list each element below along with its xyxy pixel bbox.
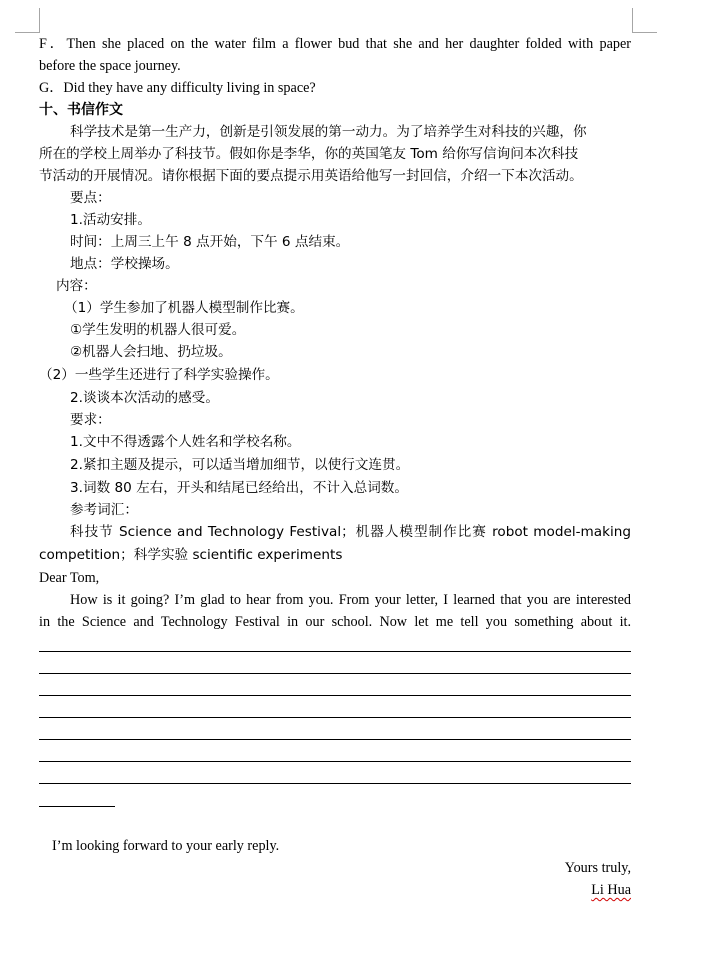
letter-signoff: Yours truly, (564, 860, 631, 876)
content-item-2: （2）一些学生还进行了科学实验操作。 (39, 367, 279, 383)
vocabulary-label: 参考词汇： (70, 502, 138, 518)
letter-opening-line-1: How is it going? I’m glad to hear from you. From your letter, I learned that you are interested (70, 592, 631, 608)
section-heading: 十、书信作文 (39, 102, 123, 118)
option-f-line-2: before the space journey. (39, 58, 181, 74)
letter-opening-line-2: in the Science and Technology Festival in our school. Now let me tell you something about it. (39, 614, 631, 630)
writing-line-short (39, 806, 115, 807)
letter-signature (591, 879, 631, 901)
content-item-1: （1）学生参加了机器人模型制作比赛。 (64, 300, 304, 316)
writing-line (39, 717, 631, 718)
vocabulary-line-1: 科技节 Science and Technology Festival；机器人模型制作比赛 robot model-making (70, 524, 631, 540)
writing-line (39, 673, 631, 674)
signature-name: Li Hua (591, 882, 631, 898)
prompt-line-3: 节活动的开展情况。请你根据下面的要点提示用英语给他写一封回信，介绍一下本次活动。 (39, 168, 583, 184)
letter-closing: I’m looking forward to your early reply. (52, 838, 280, 854)
content-item-1a: ①学生发明的机器人很可爱。 (70, 322, 246, 338)
writing-line (39, 761, 631, 762)
requirement-3: 3.词数 80 左右，开头和结尾已经给出，不计入总词数。 (70, 480, 408, 496)
writing-line (39, 695, 631, 696)
points-label: 要点： (70, 190, 111, 206)
page-corner-mark-left (15, 8, 40, 33)
vocabulary-line-2: competition；科学实验 scientific experiments (39, 547, 343, 563)
writing-line (39, 783, 631, 784)
prompt-line-1: 科学技术是第一生产力，创新是引领发展的第一动力。为了培养学生对科技的兴趣，你 (70, 124, 587, 140)
page-corner-mark-right (632, 8, 657, 33)
letter-salutation: Dear Tom, (39, 570, 100, 586)
point-2: 2.谈谈本次活动的感受。 (70, 390, 219, 406)
writing-line (39, 739, 631, 740)
writing-line (39, 651, 631, 652)
place-detail: 地点：学校操场。 (70, 256, 179, 272)
time-detail: 时间：上周三上午 8 点开始，下午 6 点结束。 (70, 234, 350, 250)
content-label: 内容： (56, 278, 97, 294)
requirements-label: 要求： (70, 412, 111, 428)
requirement-2: 2.紧扣主题及提示，可以适当增加细节，以使行文连贯。 (70, 457, 410, 473)
option-f-line-1: F．Then she placed on the water film a flower bud that she and her daughter folded with paper (39, 36, 631, 52)
content-item-1b: ②机器人会扫地、扔垃圾。 (70, 344, 232, 360)
point-1: 1.活动安排。 (70, 212, 151, 228)
prompt-line-2: 所在的学校上周举办了科技节。假如你是李华，你的英国笔友 Tom 给你写信询问本次科技 (39, 146, 579, 162)
requirement-1: 1.文中不得透露个人姓名和学校名称。 (70, 434, 301, 450)
option-g: G．Did they have any difficulty living in space? (39, 80, 316, 96)
